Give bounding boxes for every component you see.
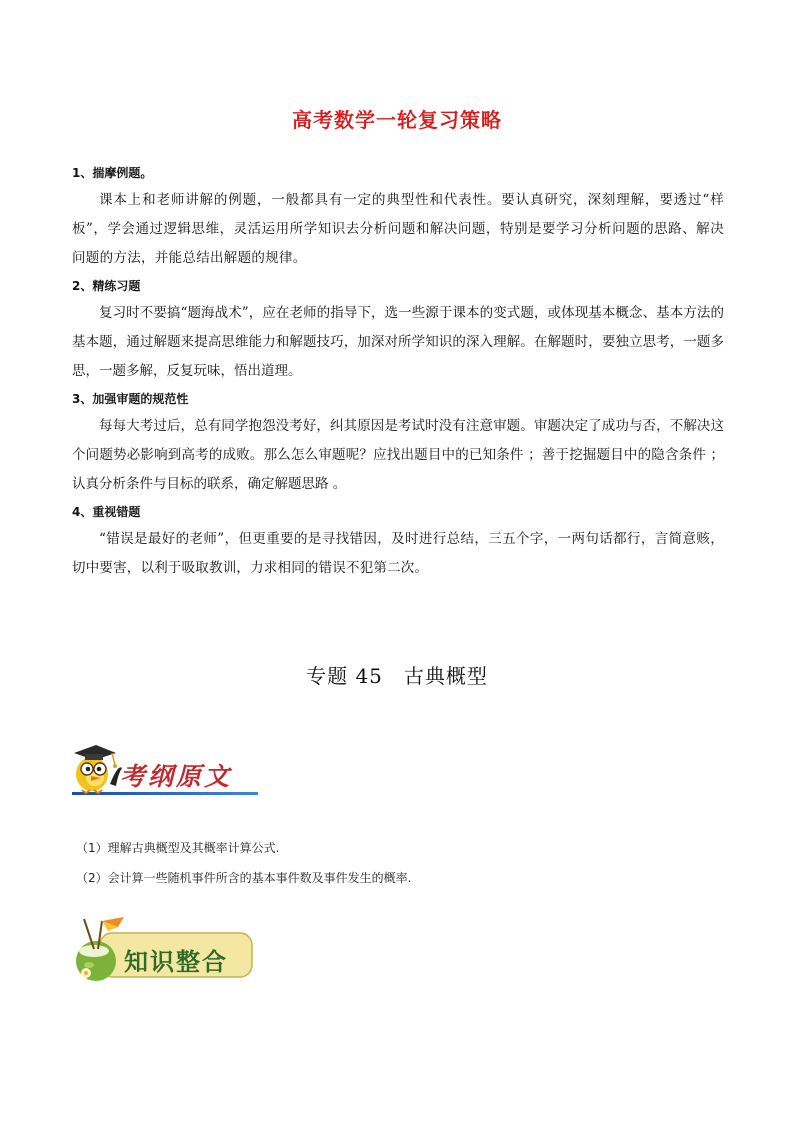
objective-item: （2）会计算一些随机事件所含的基本事件数及事件发生的概率.	[76, 871, 412, 885]
section-heading: 4、重视错题	[72, 505, 141, 519]
knowledge-banner-text: 知识整合	[124, 947, 228, 976]
section-body: 每每大考过后，总有同学抱怨没考好，纠其原因是考试时没有注意审题。审题决定了成功与否，不解决这个问题势必影响到高考的成败。那么怎么审题呢？应找出题目中的已知条件 ；善于挖掘题目中的隐含条件 ；认真分析条件与目标的联系，确定解题思路 。	[72, 418, 724, 492]
topic-title: 专题 45 古典概型	[306, 664, 488, 688]
page-title: 高考数学一轮复习策略	[292, 108, 502, 132]
learning-objectives	[76, 833, 716, 893]
strategy-section	[72, 386, 724, 499]
section-heading: 1、揣摩例题。	[72, 166, 153, 180]
strategy-section	[72, 273, 724, 386]
strategy-section	[72, 160, 724, 273]
exam-outline-banner	[72, 734, 258, 798]
objective-item: （1）理解古典概型及其概率计算公式.	[76, 841, 280, 855]
section-heading: 2、精练习题	[72, 279, 141, 293]
knowledge-banner	[72, 915, 258, 987]
strategy-content	[72, 160, 724, 583]
section-heading: 3、加强审题的规范性	[72, 392, 189, 406]
section-body: “错误是最好的老师”，但更重要的是寻找错因，及时进行总结，三五个字，一两句话都行，言简意赅，切中要害，以利于吸取教训，力求相同的错误不犯第二次。	[72, 531, 724, 576]
strategy-section	[72, 499, 724, 583]
section-body: 课本上和老师讲解的例题，一般都具有一定的典型性和代表性。要认真研究，深刻理解，要透过“样板”，学会通过逻辑思维，灵活运用所学知识去分析问题和解决问题，特别是要学习分析问题的思路、解决问题的方法，并能总结出解题的规律。	[72, 192, 724, 266]
section-body: 复习时不要搞“题海战术”，应在老师的指导下，选一些源于课本的变式题，或体现基本概念、基本方法的基本题，通过解题来提高思维能力和解题技巧，加深对所学知识的深入理解。在解题时，要独立思考，一题多思，一题多解，反复玩味，悟出道理。	[72, 305, 724, 379]
exam-outline-banner-text: 考纲原文	[120, 762, 233, 791]
